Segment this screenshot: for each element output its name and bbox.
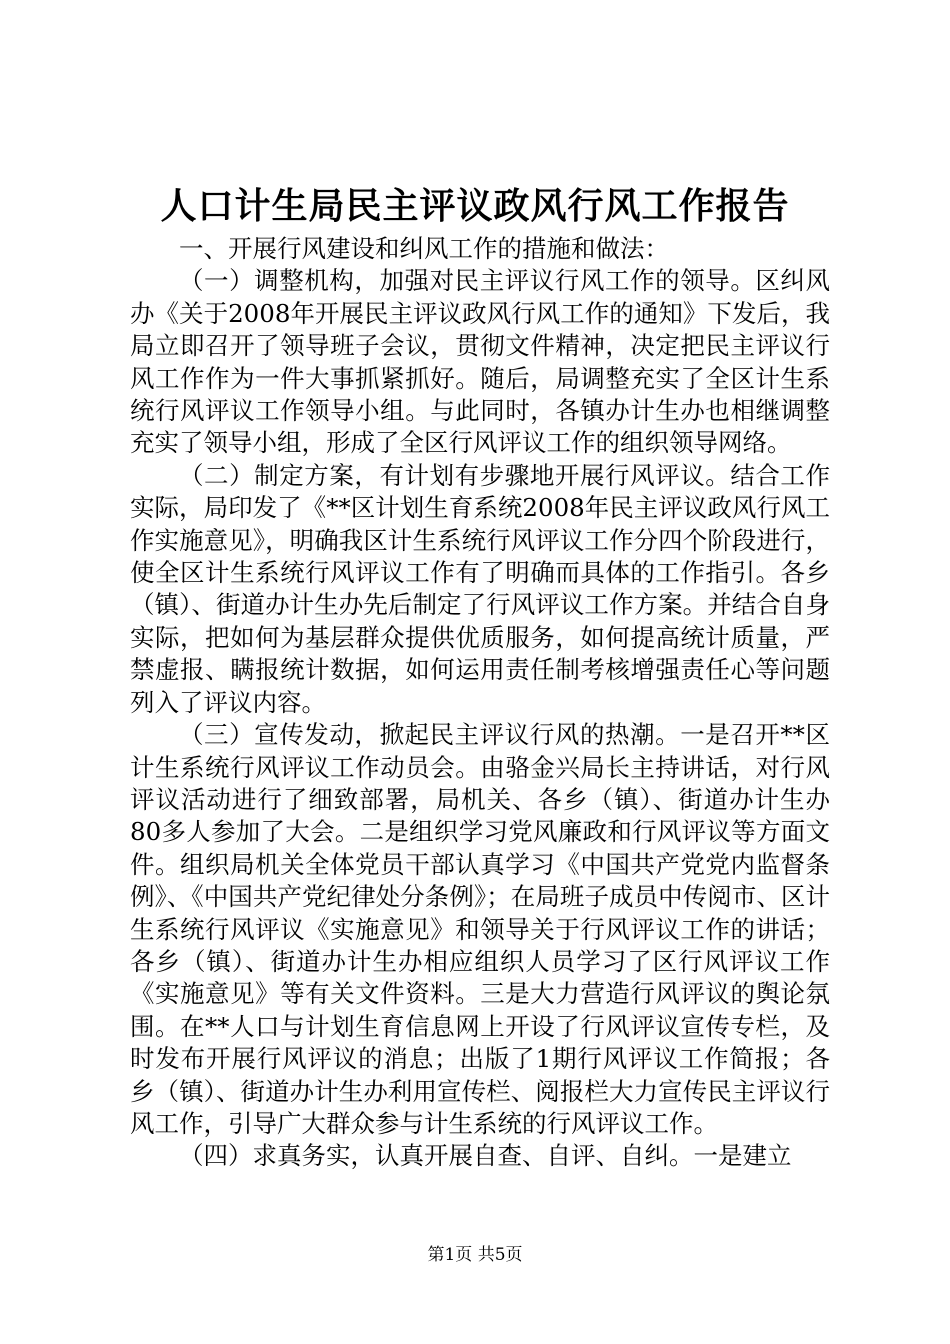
paragraph: （一）调整机构，加强对民主评议行风工作的领导。区纠风办《关于2008年开展民主评议政风行风工作的通知》下发后，我局立即召开了领导班子会议，贯彻文件精神，决定把民主评议行风工作作为一件大事抓紧抓好。随后，局调整充实了全区计生系统行风评议工作领导小组。与此同时，各镇办计生办也相继调整充实了领导小组，形成了全区行风评议工作的组织领导网络。 — [130, 266, 830, 458]
page-footer: 第1页 共5页 — [427, 1245, 523, 1265]
document-title: 人口计生局民主评议政风行风工作报告 — [160, 185, 790, 227]
paragraph: （三）宣传发动，掀起民主评议行风的热潮。一是召开**区计生系统行风评议工作动员会。由骆金兴局长主持讲话，对行风评议活动进行了细致部署，局机关、各乡（镇）、街道办计生办80多人参加了大会。二是组织学习党风廉政和行风评议等方面文件。组织局机关全体党员干部认真学习《中国共产党党内监督条例》、《中国共产党纪律处分条例》；在局班子成员中传阅市、区计生系统行风评议《实施意见》和领导关于行风评议工作的讲话；各乡（镇）、街道办计生办相应组织人员学习了区行风评议工作《实施意见》等有关文件资料。三是大力营造行风评议的舆论氛围。在**人口与计划生育信息网上开设了行风评议宣传专栏，及时发布开展行风评议的消息；出版了1期行风评议工作简报；各乡（镇）、街道办计生办利用宣传栏、阅报栏大力宣传民主评议行风工作，引导广大群众参与计生系统的行风评议工作。 — [130, 720, 830, 1138]
document-body — [130, 233, 830, 1173]
section-heading: 一、开展行风建设和纠风工作的措施和做法： — [179, 234, 669, 263]
paragraph: （二）制定方案，有计划有步骤地开展行风评议。结合工作实际，局印发了《**区计划生育系统2008年民主评议政风行风工作实施意见》，明确我区计生系统行风评议工作分四个阶段进行，使全区计生系统行风评议工作有了明确而具体的工作指引。各乡（镇）、街道办计生办先后制定了行风评议工作方案。并结合自身实际，把如何为基层群众提供优质服务，如何提高统计质量，严禁虚报、瞒报统计数据，如何运用责任制考核增强责任心等问题列入了评议内容。 — [130, 460, 830, 717]
paragraph: （四）求真务实，认真开展自查、自评、自纠。一是建立 — [179, 1141, 792, 1171]
